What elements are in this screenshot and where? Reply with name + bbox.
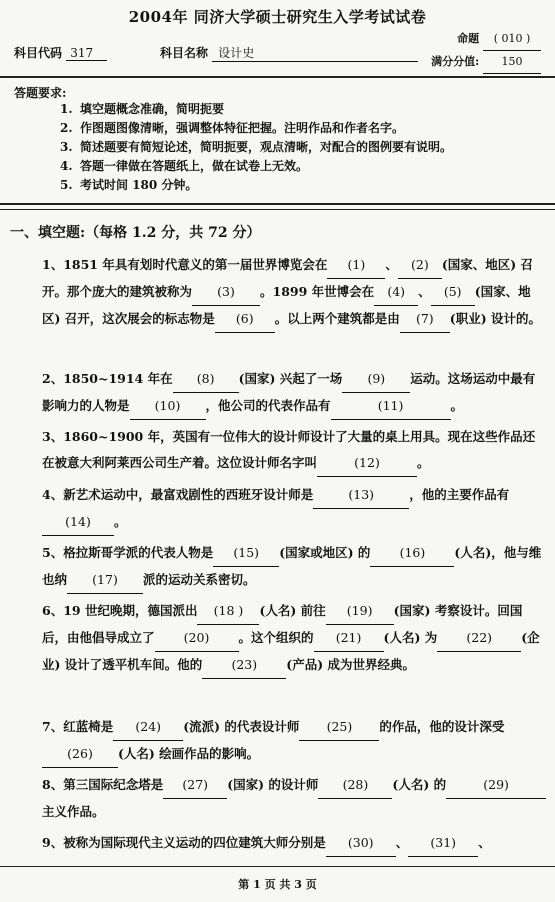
answer-blank: (11) [331,393,451,420]
answer-blank: (24) [113,714,183,741]
answer-blank: (30) [326,830,396,857]
answer-blank: (18 ) [197,598,259,625]
paper-number-row [431,28,541,51]
question-8: 8、第三国际纪念塔是 (27) (国家) 的设计师 (28) (人名) 的 (29)主义作品。 [42,772,547,825]
subject-code-label: 科目代码 [14,46,63,60]
requirements-list [60,100,452,195]
requirement-item: 3. 简述题要有简短论述，简明扼要，观点清晰，对配合的图例要有说明。 [60,140,453,154]
requirement-item: 1. 填空题概念准确，简明扼要 [60,102,225,116]
requirements-divider-bottom [0,209,555,210]
answer-blank: (9) [342,366,410,393]
question-4: 4、新艺术运动中，最富戏剧性的西班牙设计师是 (13) ，他的主要作品有(14) 。 [42,482,547,536]
subject-code-value: 317 [66,46,107,61]
answer-blank: (5) [431,279,475,306]
question-2: 2、1850~1914 年在 (8) (国家) 兴起了一场 (9) 运动。这场运动中最有影响力的人物是 (10) ，他公司的代表作品有 (11) 。 [42,366,547,420]
answer-blank: (25) [299,714,379,741]
answer-blank: (16) [370,540,454,567]
full-score-row [431,51,541,74]
subject-name-value: 设计史 [212,44,418,62]
answer-blank: (13) [313,482,409,509]
answer-blank: (23) [202,652,286,679]
requirements-title: 答题要求: [14,86,67,100]
answer-blank: (21) [314,625,384,652]
requirements-divider-top [0,203,555,205]
answer-blank: (1) [327,252,385,279]
question-5: 5、格拉斯哥学派的代表人物是 (15) (国家或地区) 的 (16) (人名)，他与维也纳 (17) 派的运动关系密切。 [42,540,547,594]
exam-meta-right [431,28,541,74]
section-title: 一、填空题:（每格 1.2 分，共 72 分） [10,225,261,241]
answer-blank: (15) [213,540,279,567]
answer-blank: (3) [192,279,260,306]
answer-blank: (7) [400,306,450,333]
paper-number-value: ( 010 ) [483,28,541,51]
answer-blank: (6) [215,306,275,333]
answer-blank: (12) [317,450,417,477]
answer-blank: (10) [130,393,206,420]
paper-number-label: 命题 [457,32,480,45]
footer-divider [0,866,555,867]
answer-blank: (2) [398,252,442,279]
answer-blank: (26) [42,741,118,768]
full-score-value: 150 [483,51,541,74]
answer-blank: (17) [67,567,143,594]
subject-name-row [160,44,418,62]
answer-blank: (14) [42,509,114,536]
answer-blank: (29) [446,772,546,799]
answer-blank: (19) [326,598,394,625]
answer-blank: (20) [155,625,239,652]
requirement-item: 2. 作图题图像清晰，强调整体特征把握。注明作品和作者名字。 [60,121,405,135]
subject-code-row [14,44,107,61]
question-3: 3、1860~1900 年，英国有一位伟大的设计师设计了大量的桌上用具。现在这些作品还在被意大利阿莱西公司生产着。这位设计师名字叫 (12) 。 [42,424,547,477]
page-number: 第 1 页 共 3 页 [238,878,317,891]
answer-blank: (31) [408,830,478,857]
answer-blank: (4) [374,279,418,306]
question-6: 6、19 世纪晚期，德国派出 (18 ) (人名) 前往 (19) (国家) 考察设计。回国后，由他倡导成立了 (20) 。这个组织的 (21) (人名) 为 (22) (企业) 设计了透平机车间。他的 (23) (产品) 成为世界经典。 [42,598,547,679]
full-score-label: 满分分值: [431,55,480,68]
question-9: 9、被称为国际现代主义运动的四位建筑大师分别是 (30) 、 (31) 、 [42,830,547,857]
answer-blank: (8) [173,366,239,393]
exam-title: 2004年 同济大学硕士研究生入学考试试卷 [128,8,427,26]
subject-name-label: 科目名称 [160,46,209,60]
answer-blank: (22) [437,625,521,652]
requirement-item: 5. 考试时间 180 分钟。 [60,178,198,192]
requirement-item: 4. 答题一律做在答题纸上，做在试卷上无效。 [60,159,309,173]
answer-blank: (28) [318,772,392,799]
header-divider [0,76,555,78]
answer-blank: (27) [163,772,227,799]
question-7: 7、红蓝椅是 (24) (流派) 的代表设计师 (25) 的作品，他的设计深受(26) (人名) 绘画作品的影响。 [42,714,547,768]
question-1: 1、1851 年具有划时代意义的第一届世界博览会在 (1) 、 (2) (国家、地区) 召开。那个庞大的建筑被称为 (3) 。1899 年世博会在 (4) 、 (5) (国家、地区) 召开，这次展会的标志物是 (6) 。以上两个建筑都是由 (7) (职业) 设计的。 [42,252,547,333]
